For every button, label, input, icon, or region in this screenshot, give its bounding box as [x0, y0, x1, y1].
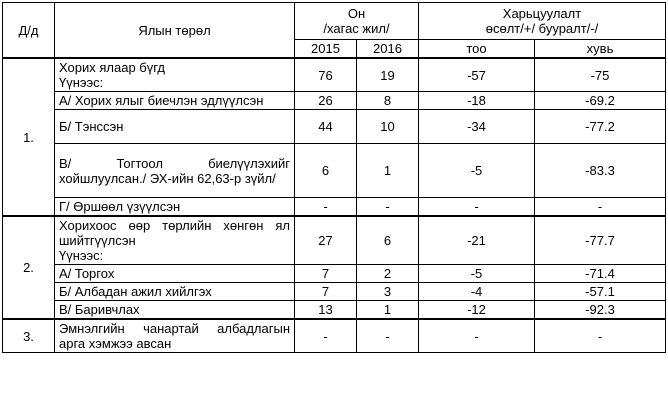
value-count: -: [419, 319, 535, 353]
row-label: [55, 216, 295, 265]
value-count: -21: [419, 216, 535, 265]
section-number: 3.: [3, 319, 55, 353]
header-sentence-type: Ялын төрөл: [55, 3, 295, 59]
header-comparison: [419, 3, 666, 40]
row-label: В/ Тогтоол биелүүлэхийг хойшлуулсан./ ЭХ-ийн 62,63-р зүйл/: [55, 144, 295, 198]
value-2015: 27: [295, 216, 357, 265]
header-year: [295, 3, 419, 40]
value-percent: -57.1: [535, 283, 666, 301]
header-number: Д/д: [3, 3, 55, 59]
header-row: [3, 3, 666, 40]
table-row: [3, 198, 666, 217]
header-2016: 2016: [357, 40, 419, 59]
row-label: Эмнэлгийн чанартай албадлагын арга хэмжээ авсан: [55, 319, 295, 353]
row-label-sub: Үүнээс:: [59, 75, 104, 90]
header-year-title: Он: [347, 6, 366, 21]
table-row: [3, 319, 666, 353]
row-label: Б/ Албадан ажил хийлгэх: [55, 283, 295, 301]
row-label: А/ Хорих ялыг биечлэн эдлүүлсэн: [55, 92, 295, 110]
value-percent: -: [535, 198, 666, 217]
section-number: 2.: [3, 216, 55, 319]
value-2016: 6: [357, 216, 419, 265]
value-count: -18: [419, 92, 535, 110]
table-row: [3, 58, 666, 92]
value-2016: -: [357, 198, 419, 217]
sentence-statistics-table: [2, 2, 666, 353]
header-count: тоо: [419, 40, 535, 59]
value-2016: 10: [357, 110, 419, 144]
value-percent: -77.7: [535, 216, 666, 265]
row-label-main: Хорих ялаар бүгд: [59, 60, 165, 75]
section-number: 1.: [3, 58, 55, 216]
row-label-sub: Үүнээс:: [59, 248, 104, 263]
value-percent: -75: [535, 58, 666, 92]
row-label: [55, 58, 295, 92]
value-count: -57: [419, 58, 535, 92]
value-2016: 1: [357, 144, 419, 198]
value-2016: -: [357, 319, 419, 353]
header-comparison-subtitle: өсөлт/+/ бууралт/-/: [485, 21, 599, 36]
value-count: -5: [419, 144, 535, 198]
value-percent: -77.2: [535, 110, 666, 144]
header-comparison-title: Харьцуулалт: [502, 6, 582, 21]
value-count: -34: [419, 110, 535, 144]
row-label-main: Хорихоос өөр төрлийн хөнгөн ял шийтгүүлсэн: [59, 218, 290, 248]
value-count: -: [419, 198, 535, 217]
row-label: Г/ Өршөөл үзүүлсэн: [55, 198, 295, 217]
value-2015: 7: [295, 283, 357, 301]
value-2016: 2: [357, 265, 419, 283]
value-count: -5: [419, 265, 535, 283]
value-2015: -: [295, 198, 357, 217]
table-row: [3, 144, 666, 198]
value-2015: 7: [295, 265, 357, 283]
value-2015: 6: [295, 144, 357, 198]
table-row: [3, 301, 666, 320]
value-2015: 26: [295, 92, 357, 110]
value-2016: 1: [357, 301, 419, 320]
table-row: [3, 283, 666, 301]
value-2016: 3: [357, 283, 419, 301]
value-percent: -83.3: [535, 144, 666, 198]
value-percent: -92.3: [535, 301, 666, 320]
row-label: А/ Торгох: [55, 265, 295, 283]
value-percent: -71.4: [535, 265, 666, 283]
value-2016: 19: [357, 58, 419, 92]
value-2015: -: [295, 319, 357, 353]
header-2015: 2015: [295, 40, 357, 59]
value-count: -12: [419, 301, 535, 320]
header-year-subtitle: /хагас жил/: [323, 21, 390, 36]
value-2015: 76: [295, 58, 357, 92]
value-2016: 8: [357, 92, 419, 110]
table-row: [3, 265, 666, 283]
row-label: В/ Баривчлах: [55, 301, 295, 320]
value-percent: -69.2: [535, 92, 666, 110]
table-row: [3, 110, 666, 144]
table-row: [3, 216, 666, 265]
value-count: -4: [419, 283, 535, 301]
table-row: [3, 92, 666, 110]
header-percent: хувь: [535, 40, 666, 59]
value-2015: 44: [295, 110, 357, 144]
value-2015: 13: [295, 301, 357, 320]
row-label: Б/ Тэнссэн: [55, 110, 295, 144]
value-percent: -: [535, 319, 666, 353]
